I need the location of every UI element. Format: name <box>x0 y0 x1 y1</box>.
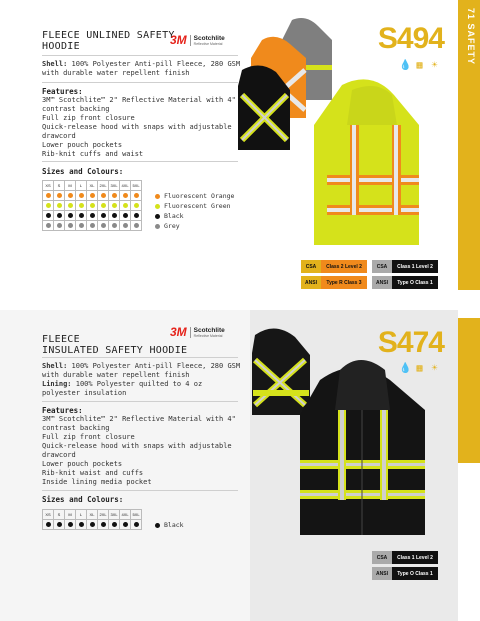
sun-icon: ☀ <box>431 363 438 374</box>
colour-dot <box>68 193 73 198</box>
badge-class: Class 1 Level 2 <box>392 551 438 564</box>
divider <box>42 161 238 162</box>
colour-dot <box>123 522 128 527</box>
colour-dot <box>46 213 51 218</box>
availability-cell <box>76 221 87 231</box>
colour-dot <box>112 193 117 198</box>
hoodie-photos-s494 <box>232 15 432 255</box>
colour-dot <box>134 203 139 208</box>
colour-dot <box>134 223 139 228</box>
badge-class: Class 2 Level 2 <box>321 260 367 273</box>
scotchlite-logo: 3M Scotchlite Reflective Material <box>170 33 225 47</box>
badge-standard: ANSI <box>372 567 392 580</box>
colour-dot <box>123 193 128 198</box>
availability-cell <box>43 211 54 221</box>
colour-dot <box>123 223 128 228</box>
colour-dot <box>57 522 62 527</box>
colour-dot <box>79 213 84 218</box>
size-header: L <box>76 181 87 191</box>
colour-dot <box>101 193 106 198</box>
colour-dot <box>57 213 62 218</box>
colour-legend-item <box>155 520 184 530</box>
availability-cell <box>76 211 87 221</box>
colour-dot <box>90 193 95 198</box>
hoodie-photos-s474 <box>250 320 450 540</box>
sun-icon: ☀ <box>431 60 438 71</box>
badge-standard: ANSI <box>372 276 392 289</box>
availability-cell <box>98 201 109 211</box>
lining-spec: Lining: 100% Polyester quilted to 4 oz polyester insulation <box>42 380 203 397</box>
availability-cell <box>87 191 98 201</box>
availability-cell <box>109 191 120 201</box>
colour-dot <box>101 522 106 527</box>
colour-legend-item <box>155 201 234 211</box>
availability-cell <box>131 191 142 201</box>
colour-legend <box>155 520 184 530</box>
water-repellent-icon: 💧 <box>399 60 412 71</box>
colour-dot <box>68 522 73 527</box>
page-number-label: 71 SAFETY <box>466 8 476 66</box>
colour-dot <box>90 223 95 228</box>
colour-dot <box>68 213 73 218</box>
availability-cell <box>120 520 131 530</box>
colour-dot <box>46 223 51 228</box>
colour-dot <box>155 224 160 229</box>
size-header: 2XL <box>98 510 109 520</box>
feature-item: Rib-knit waist and cuffs <box>42 469 144 477</box>
size-header: S <box>54 181 65 191</box>
availability-cell <box>98 520 109 530</box>
colour-dot <box>155 214 160 219</box>
product-title: FLEECE UNLINED SAFETY HOODIE <box>42 30 175 52</box>
availability-cell <box>98 221 109 231</box>
colour-dot <box>112 203 117 208</box>
product-code: S494 <box>377 22 444 55</box>
feature-item: 3M™ Scotchlite™ 2" Reflective Material with 4" contrast backing <box>42 415 236 432</box>
colour-dot <box>46 203 51 208</box>
availability-cell <box>109 520 120 530</box>
availability-cell <box>131 201 142 211</box>
side-tab-hoodies <box>458 318 480 463</box>
size-header: 5XL <box>131 510 142 520</box>
colour-dot <box>101 213 106 218</box>
size-header: 3XL <box>109 510 120 520</box>
availability-cell <box>76 201 87 211</box>
shell-spec: Shell: 100% Polyester Anti-pill Fleece, 280 GSM with durable water repellent finish <box>42 60 241 77</box>
size-header: 2XL <box>98 181 109 191</box>
colour-dot <box>112 213 117 218</box>
colour-dot <box>101 223 106 228</box>
availability-cell <box>109 221 120 231</box>
features-heading: Features: <box>42 406 83 415</box>
size-colour-grid <box>42 180 142 231</box>
colour-dot <box>79 522 84 527</box>
availability-cell <box>54 520 65 530</box>
availability-cell <box>43 221 54 231</box>
availability-cell <box>109 211 120 221</box>
size-colour-grid <box>42 509 142 530</box>
feature-item: Lower pouch pockets <box>42 460 123 468</box>
colour-dot <box>112 522 117 527</box>
availability-cell <box>120 211 131 221</box>
feature-item: Full zip front closure <box>42 114 135 122</box>
colour-legend-item <box>155 211 234 221</box>
badge-class: Class 1 Level 2 <box>392 260 438 273</box>
product-title: FLEECE INSULATED SAFETY HOODIE <box>42 334 188 356</box>
colour-dot <box>46 522 51 527</box>
features-heading: Features: <box>42 87 83 96</box>
availability-cell <box>76 520 87 530</box>
availability-cell <box>98 191 109 201</box>
availability-cell <box>120 221 131 231</box>
certification-badge <box>372 276 438 289</box>
divider <box>42 357 238 358</box>
colour-name: Fluorescent Green <box>164 202 231 210</box>
sizes-heading: Sizes and Colours: <box>42 167 124 176</box>
colour-dot <box>46 193 51 198</box>
certification-badge <box>372 567 438 580</box>
badge-standard: CSA <box>372 551 392 564</box>
availability-cell <box>65 191 76 201</box>
size-header: 4XL <box>120 181 131 191</box>
availability-cell <box>54 221 65 231</box>
availability-cell <box>76 191 87 201</box>
certification-badges <box>301 260 438 289</box>
colour-dot <box>57 193 62 198</box>
certification-badge <box>372 260 438 273</box>
colour-name: Black <box>164 521 184 529</box>
divider <box>42 401 238 402</box>
availability-cell <box>131 211 142 221</box>
water-repellent-icon: 💧 <box>399 363 412 374</box>
colour-dot <box>79 203 84 208</box>
colour-dot <box>123 203 128 208</box>
feature-item: Quick-release hood with snaps with adjustable drawcord <box>42 442 232 459</box>
divider <box>42 490 238 491</box>
divider <box>42 55 238 56</box>
availability-cell <box>54 191 65 201</box>
shell-spec: Shell: 100% Polyester Anti-pill Fleece, 280 GSM with durable water repellent finish <box>42 362 241 379</box>
product-code: S474 <box>377 326 444 359</box>
availability-cell <box>65 211 76 221</box>
availability-cell <box>131 520 142 530</box>
availability-cell <box>120 191 131 201</box>
size-header: XS <box>43 510 54 520</box>
colour-dot <box>79 193 84 198</box>
availability-cell <box>54 211 65 221</box>
sizes-heading: Sizes and Colours: <box>42 495 124 504</box>
feature-item: Quick-release hood with snaps with adjustable drawcord <box>42 123 232 140</box>
availability-cell <box>87 520 98 530</box>
fleece-icon: ▦ <box>416 363 423 374</box>
colour-dot <box>90 213 95 218</box>
badge-standard: CSA <box>301 260 321 273</box>
feature-item: Lower pouch pockets <box>42 141 123 149</box>
availability-cell <box>65 520 76 530</box>
colour-dot <box>134 213 139 218</box>
colour-dot <box>68 203 73 208</box>
badge-class: Type R Class 3 <box>321 276 367 289</box>
colour-name: Grey <box>164 222 180 230</box>
size-header: L <box>76 510 87 520</box>
feature-item: 3M™ Scotchlite™ 2" Reflective Material with 4" contrast backing <box>42 96 236 113</box>
availability-cell <box>65 201 76 211</box>
size-header: S <box>54 510 65 520</box>
colour-dot <box>90 522 95 527</box>
availability-cell <box>131 221 142 231</box>
certification-badges <box>372 551 438 580</box>
scotchlite-logo: 3M Scotchlite Reflective Material <box>170 325 225 339</box>
colour-name: Black <box>164 212 184 220</box>
badge-class: Type O Class 1 <box>392 276 438 289</box>
colour-legend-item <box>155 221 234 231</box>
divider <box>42 82 238 83</box>
colour-dot <box>134 522 139 527</box>
colour-dot <box>155 523 160 528</box>
colour-dot <box>112 223 117 228</box>
availability-cell <box>87 221 98 231</box>
colour-dot <box>134 193 139 198</box>
colour-dot <box>57 203 62 208</box>
colour-legend <box>155 191 234 231</box>
size-header: XL <box>87 181 98 191</box>
colour-legend-item <box>155 191 234 201</box>
badge-class: Type O Class 1 <box>392 567 438 580</box>
colour-dot <box>155 204 160 209</box>
colour-dot <box>101 203 106 208</box>
colour-name: Fluorescent Orange <box>164 192 235 200</box>
availability-cell <box>43 191 54 201</box>
badge-standard: ANSI <box>301 276 321 289</box>
size-header: M <box>65 181 76 191</box>
features-list <box>42 96 242 159</box>
size-header: 5XL <box>131 181 142 191</box>
colour-dot <box>68 223 73 228</box>
availability-cell <box>87 211 98 221</box>
features-list <box>42 415 242 487</box>
colour-dot <box>57 223 62 228</box>
availability-cell <box>43 201 54 211</box>
size-header: XS <box>43 181 54 191</box>
size-header: 3XL <box>109 181 120 191</box>
availability-cell <box>120 201 131 211</box>
badge-standard: CSA <box>372 260 392 273</box>
size-header: XL <box>87 510 98 520</box>
availability-cell <box>43 520 54 530</box>
certification-badge <box>301 260 367 273</box>
availability-cell <box>87 201 98 211</box>
colour-dot <box>79 223 84 228</box>
certification-badge <box>301 276 367 289</box>
availability-cell <box>98 211 109 221</box>
feature-item: Inside lining media pocket <box>42 478 152 486</box>
certification-badge <box>372 551 438 564</box>
colour-dot <box>123 213 128 218</box>
fleece-icon: ▦ <box>416 60 423 71</box>
size-header: 4XL <box>120 510 131 520</box>
colour-dot <box>155 194 160 199</box>
size-header: M <box>65 510 76 520</box>
availability-cell <box>54 201 65 211</box>
colour-dot <box>90 203 95 208</box>
feature-item: Rib-knit cuffs and waist <box>42 150 144 158</box>
availability-cell <box>109 201 120 211</box>
feature-item: Full zip front closure <box>42 433 135 441</box>
availability-cell <box>65 221 76 231</box>
